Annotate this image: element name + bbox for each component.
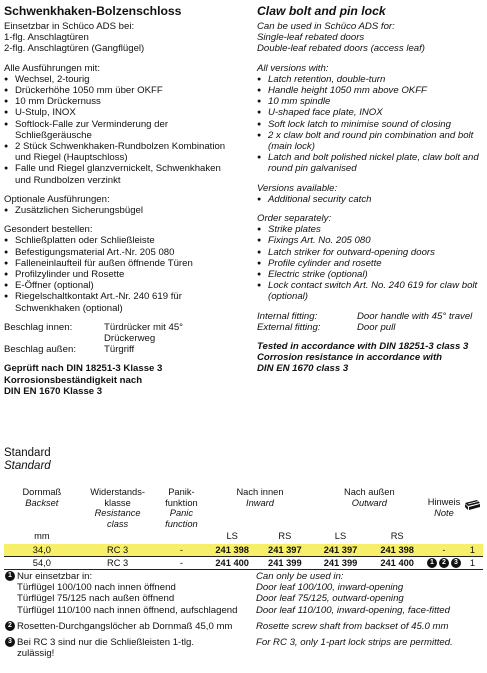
note-1-badge: 1: [427, 558, 437, 568]
optional-heading: Optionale Ausführungen:: [4, 193, 110, 205]
separate-list: [257, 224, 487, 302]
list-item: ● Riegelschaltkontakt Art.-Nr. 240 619 für Schwenkhaken (optional): [4, 291, 236, 313]
footnote-1: 1 Nur einsetzbar in: Türflügel 100/100 nach innen öffnend Türflügel 75/125 nach außen öffnend Türflügel 110/100 nach innen öffnend, aufschlagend Can only be used in: Door leaf 100/100, inward-opening Door leaf 75/125, outward-opening Door leaf 110/100, inward-opening, face-fitted: [4, 571, 483, 616]
footnote-3: 3 Bei RC 3 sind nur die Schließleisten 1-tlg. zulässig! For RC 3, only 1-part lock strips are permitted.: [4, 637, 483, 659]
packaging-icon: [462, 487, 483, 529]
list-item: ● Latch retention, double-turn: [257, 74, 487, 85]
title-de: Schwenkhaken-Bolzenschloss: [4, 4, 182, 18]
list-item: ● Drückerhöhe 1050 mm über OKFF: [4, 85, 236, 96]
fitting-inside: Beschlag innen: Türdrücker mit 45° Drückerweg: [4, 321, 184, 345]
list-item: ● U-shaped face plate, INOX: [257, 107, 487, 118]
list-item: ● Zusätzlichen Sicherungsbügel: [4, 205, 236, 216]
list-item: ● Latch and bolt polished nickel plate, claw bolt and round pin galvanised: [257, 152, 487, 174]
usage-line: Single-leaf rebated doors: [257, 32, 365, 44]
tested-line: DIN EN 1670 class 3: [257, 363, 349, 375]
list-item: ● Electric strike (optional): [257, 269, 487, 280]
list-item: ● 10 mm spindle: [257, 96, 487, 107]
tested-line: Geprüft nach DIN 18251-3 Klasse 3: [4, 363, 163, 375]
separate-list: [4, 235, 236, 313]
list-item: ● Fixings Art. No. 205 080: [257, 235, 487, 246]
table-row: 34,0 RC 3 - 241 398 241 397 241 397 241 398 - 1: [4, 544, 483, 557]
usage-line: Can be used in Schüco ADS for:: [257, 21, 395, 32]
list-item: ● Profile cylinder and rosette: [257, 258, 487, 269]
ls-label: LS: [334, 531, 347, 541]
list-item: ● Falle und Riegel glanzvernickelt, Schwenkhaken und Rundbolzen verzinkt: [4, 163, 236, 185]
list-item: ● Schließplatten oder Schließleiste: [4, 235, 236, 246]
german-column: [4, 4, 236, 397]
optional-heading: Versions available:: [257, 182, 338, 194]
header-outward: Nach außen Outward: [343, 487, 395, 508]
footnote-2: 2 Rosetten-Durchgangslöcher ab Dornmaß 45,0 mm Rosette screw shaft from backset of 45.0 mm: [4, 621, 483, 632]
rs-label: RS: [278, 531, 292, 541]
english-column: [257, 4, 487, 375]
header-panic: Panik- funktion Panic function: [165, 487, 198, 529]
fitting-outside: External fitting: Door pull: [257, 321, 396, 333]
note-2-badge: 2: [439, 558, 449, 568]
rs-label: RS: [390, 531, 404, 541]
list-item: ● Strike plates: [257, 224, 487, 235]
list-item: ● Additional security catch: [257, 194, 487, 205]
list-item: ● Profilzylinder und Rosette: [4, 269, 236, 280]
list-item: ● 2 Stück Schwenkhaken-Rundbolzen Kombination und Riegel (Hauptschloss): [4, 141, 236, 163]
list-item: ● Soft lock latch to minimise sound of closing: [257, 119, 487, 130]
list-item: ● Lock contact switch Art. No. 240 619 for claw bolt (optional): [257, 280, 487, 302]
list-item: ● U-Stulp, INOX: [4, 107, 236, 118]
versions-heading: All versions with:: [257, 62, 329, 74]
header-resistance: Widerstands- klasse Resistance class: [90, 487, 145, 529]
note-3-badge: 3: [451, 558, 461, 568]
standard-heading: Standard Standard: [4, 447, 51, 472]
table-row: 54,0 RC 3 - 241 400 241 399 241 399 241 400 1 2 3 1: [4, 556, 483, 569]
tested-line: DIN EN 1670 Klasse 3: [4, 385, 103, 397]
header-backset: Dornmaß Backset: [22, 487, 62, 508]
versions-list: [4, 74, 236, 186]
list-item: ● Softlock-Falle zur Verminderung der Schließgeräusche: [4, 119, 236, 141]
article-table: [4, 487, 483, 570]
title-en: Claw bolt and pin lock: [257, 4, 386, 18]
usage-line: Einsetzbar in Schüco ADS bei:: [4, 21, 135, 32]
list-item: ● Befestigungsmaterial Art.-Nr. 205 080: [4, 247, 236, 258]
usage-line: 1-flg. Anschlagtüren: [4, 32, 89, 44]
list-item: ● 10 mm Drückernuss: [4, 96, 236, 107]
tested-line: Tested in accordance with DIN 18251-3 class 3: [257, 341, 469, 353]
list-item: ● E-Öffner (optional): [4, 280, 236, 291]
list-item: ● Latch striker for outward-opening doors: [257, 247, 487, 258]
footnotes: [4, 571, 483, 664]
list-item: ● Wechsel, 2-tourig: [4, 74, 236, 85]
list-item: ● 2 x claw bolt and round pin combination and bolt (main lock): [257, 130, 487, 152]
ls-label: LS: [226, 531, 238, 541]
tested-line: Corrosion resistance in accordance with: [257, 352, 443, 364]
separate-heading: Order separately:: [257, 213, 332, 225]
unit-mm: mm: [34, 531, 50, 541]
tested-line: Korrosionsbeständigkeit nach: [4, 374, 143, 386]
usage-line: Double-leaf rebated doors (access leaf): [257, 43, 425, 55]
list-item: ● Handle height 1050 mm above OKFF: [257, 85, 487, 96]
separate-heading: Gesondert bestellen:: [4, 224, 93, 236]
versions-list: [257, 74, 487, 175]
fitting-outside: Beschlag außen: Türgriff: [4, 344, 135, 356]
note-circles: [426, 556, 462, 569]
versions-heading: Alle Ausführungen mit:: [4, 62, 100, 74]
fitting-inside: Internal fitting: Door handle with 45° travel: [257, 310, 473, 322]
list-item: ● Falleneinlaufteil für außen öffnende Türen: [4, 258, 236, 269]
usage-line: 2-flg. Anschlagtüren (Gangflügel): [4, 43, 145, 55]
header-inward: Nach innen Inward: [236, 487, 284, 508]
header-note: Hinweis Note: [427, 497, 461, 518]
